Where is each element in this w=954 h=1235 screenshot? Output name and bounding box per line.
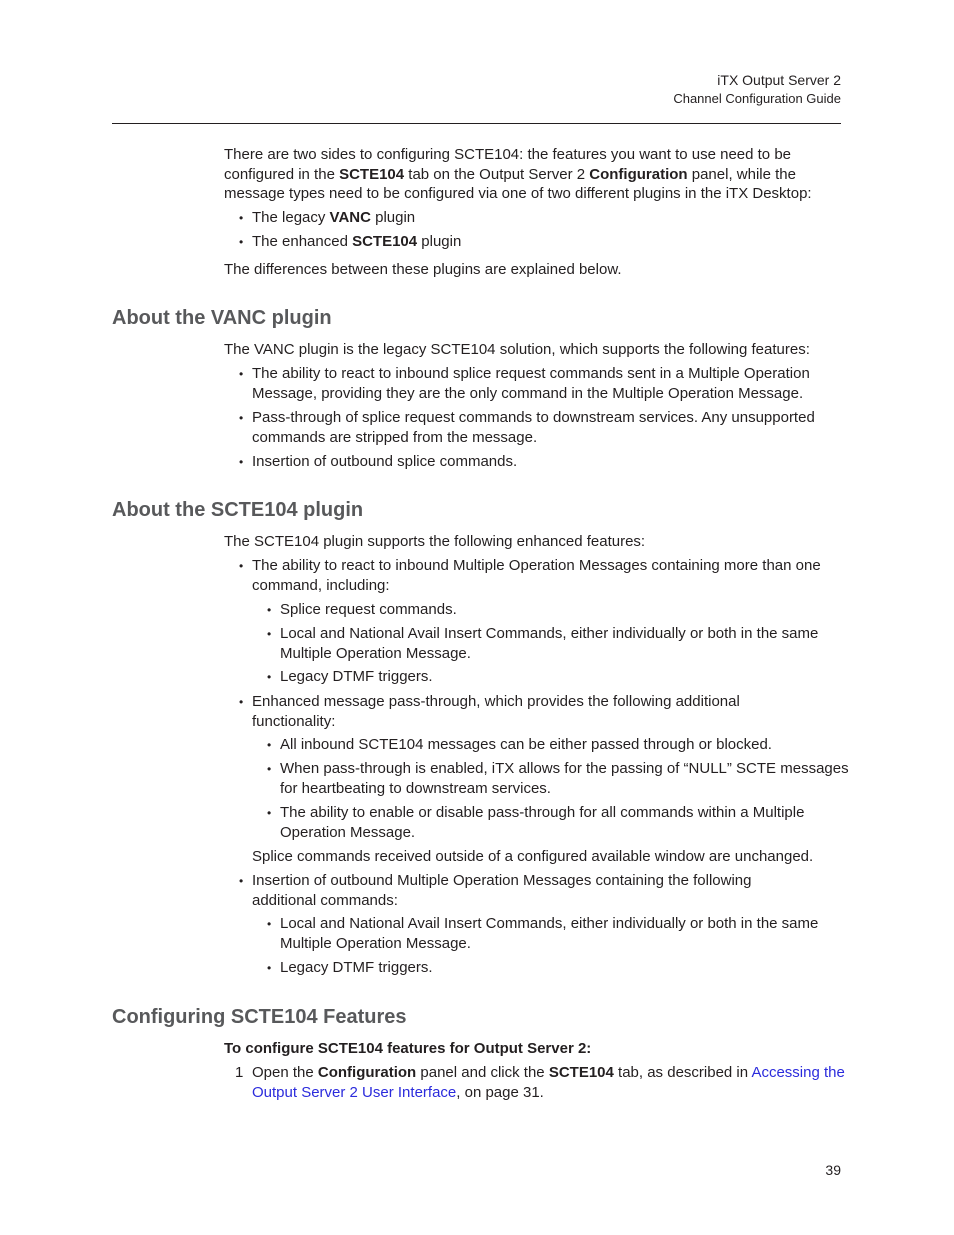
step-text-segment: panel and click the: [416, 1064, 549, 1081]
list-text: Splice request commands.: [280, 601, 457, 618]
list-text: Legacy DTMF triggers.: [280, 959, 433, 976]
scte104-subfeature-item: [280, 914, 818, 953]
intro-paragraph: [224, 145, 812, 204]
list-text: The ability to react to inbound Multiple Operation Messages containing more than one: [252, 557, 821, 574]
list-text: Insertion of outbound Multiple Operation Messages containing the following: [252, 872, 752, 889]
list-text: plugin: [417, 233, 462, 250]
list-text: Multiple Operation Message.: [280, 644, 471, 662]
intro-line: message types need to be configured via one of two different plugins in the iTX Desktop:: [224, 185, 812, 202]
scte104-feature-item: [252, 692, 740, 731]
vanc-intro-paragraph: The VANC plugin is the legacy SCTE104 solution, which supports the following features:: [224, 341, 810, 358]
scte104-subfeature-item: [280, 624, 818, 663]
bold-term-configuration: Configuration: [317, 1064, 417, 1081]
step-number: 1: [235, 1064, 244, 1081]
list-text: The ability to enable or disable pass-through for all commands within a Multiple: [280, 804, 805, 821]
list-text: functionality:: [252, 712, 336, 730]
header-rule: [112, 123, 841, 124]
scte104-feature-item: [252, 556, 821, 595]
intro-text: panel, while the: [687, 165, 796, 183]
scte104-feature-item: [252, 871, 751, 910]
list-text: All inbound SCTE104 messages can be either passed through or blocked.: [280, 736, 772, 753]
list-text: When pass-through is enabled, iTX allows for the passing of “NULL” SCTE messages: [280, 760, 849, 777]
bold-term-scte104: SCTE104: [339, 165, 405, 183]
scte104-subfeature-item: [280, 803, 804, 842]
plugin-list-item: [252, 232, 461, 252]
list-text: The ability to react to inbound splice request commands sent in a Multiple Operation: [252, 365, 810, 382]
list-text: Legacy DTMF triggers.: [280, 668, 433, 685]
step-text: [252, 1063, 864, 1102]
scte104-subfeature-item: [280, 735, 772, 755]
header-product-title: iTX Output Server 2: [717, 72, 841, 88]
list-text: Operation Message.: [280, 823, 416, 841]
list-text: for heartbeating to downstream services.: [280, 779, 551, 797]
vanc-feature-item: [252, 408, 815, 447]
bold-term-configuration: Configuration: [589, 165, 688, 183]
step-text-segment: Open the: [252, 1064, 318, 1081]
vanc-feature-item: [252, 364, 810, 403]
list-text: commands are stripped from the message.: [252, 428, 538, 446]
list-text: The legacy: [252, 209, 330, 226]
bold-term-scte104: SCTE104: [352, 233, 418, 250]
list-text: Local and National Avail Insert Commands, either individually or both in the same: [280, 915, 819, 932]
section-heading-configuring: Configuring SCTE104 Features: [112, 1006, 407, 1028]
list-text: Local and National Avail Insert Commands, either individually or both in the same: [280, 625, 819, 642]
step-text-segment: , on page 31.: [456, 1083, 544, 1101]
section-heading-vanc: About the VANC plugin: [112, 307, 332, 329]
bold-term-scte104: SCTE104: [548, 1064, 614, 1081]
list-text: Pass-through of splice request commands to downstream services. Any unsupported: [252, 409, 815, 426]
list-text: additional commands:: [252, 891, 398, 909]
procedure-title: To configure SCTE104 features for Output Server 2:: [224, 1040, 592, 1057]
list-text: Message, providing they are the only command in the Multiple Operation Message.: [252, 384, 804, 402]
scte104-subfeature-item: [280, 759, 849, 798]
section-heading-scte104: About the SCTE104 plugin: [112, 499, 364, 521]
scte104-feature-note: Splice commands received outside of a configured available window are unchanged.: [252, 848, 814, 865]
bold-term-vanc: VANC: [329, 209, 371, 226]
intro-text: tab on the Output Server 2: [404, 165, 590, 183]
scte104-subfeature-item: [280, 667, 433, 687]
accessing-output-server-ui-link[interactable]: Accessing the Output Server 2 User Interface: [252, 1064, 845, 1101]
list-text: plugin: [370, 209, 416, 226]
scte104-intro-paragraph: The SCTE104 plugin supports the following enhanced features:: [224, 533, 646, 550]
page-number: 39: [825, 1162, 841, 1178]
scte104-subfeature-item: [280, 958, 433, 978]
intro-text: configured in the: [224, 165, 340, 183]
intro-line: There are two sides to configuring SCTE104: the features you want to use need to be: [224, 146, 792, 163]
step-text-segment: tab, as described in: [613, 1064, 752, 1081]
list-text: Enhanced message pass-through, which provides the following additional: [252, 693, 740, 710]
header-guide-title: Channel Configuration Guide: [673, 91, 841, 106]
list-text: The enhanced: [252, 233, 353, 250]
list-text: Insertion of outbound splice commands.: [252, 453, 518, 470]
list-text: Multiple Operation Message.: [280, 934, 471, 952]
list-text: command, including:: [252, 576, 390, 594]
scte104-subfeature-item: [280, 600, 457, 620]
vanc-feature-item: [252, 452, 517, 472]
plugin-list-item: [252, 208, 415, 228]
differences-paragraph: The differences between these plugins are explained below.: [224, 261, 622, 278]
